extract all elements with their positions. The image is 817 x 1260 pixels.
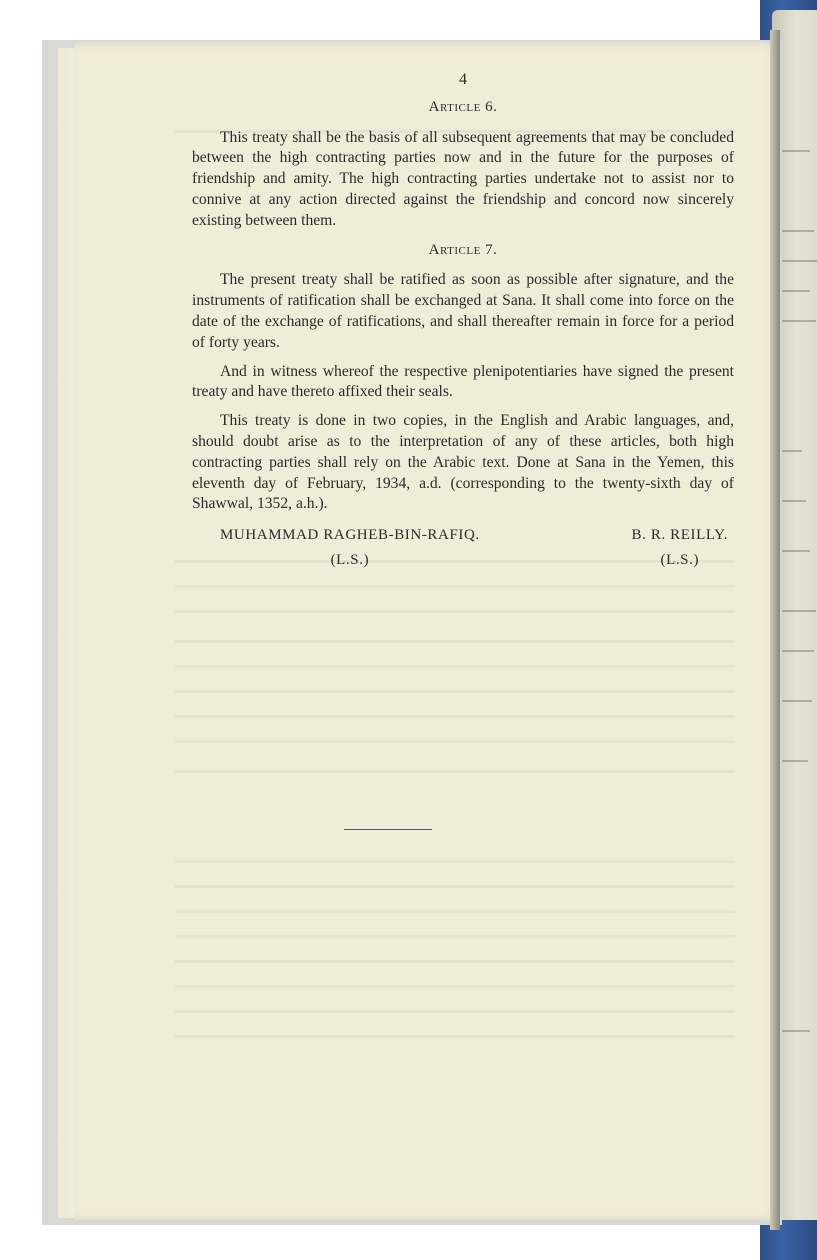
page-content [192,70,734,571]
closing-rule [344,829,432,830]
book-gutter [770,30,780,1230]
article-7-paragraph: The present treaty shall be ratified as soon as possible after signature, and the instruments of ratification shall be exchanged at Sana. It shall come into force on the date of the exchange of ratifications, and shall thereafter remain in force for a period of forty years. [192,271,734,351]
seal-mark: (L.S.) [330,551,370,568]
witness-paragraph: And in witness whereof the respective plenipotentiaries have signed the present treaty and have thereto affixed their seals. [192,362,734,401]
signatory-name: B. R. REILLY. [631,527,728,544]
signature-block [220,525,480,571]
article-6-heading: Article 6. [428,98,498,115]
page-number: 4 [459,71,467,88]
signature-block [632,525,728,571]
signatory-name: MUHAMMAD RAGHEB-BIN-RAFIQ. [220,527,480,544]
copies-paragraph: This treaty is done in two copies, in the English and Arabic languages, and, should doubt arise as to the interpretation of any of these articles, both high contracting parties shall rely on the Arabic text. Done at Sana in the Yemen, this eleventh day of February, 1934, a.d. (corresponding to the twenty-sixth day of Shawwal, 1352, a.h.). [192,412,734,513]
seal-mark: (L.S.) [660,551,700,568]
signatures [192,525,734,571]
article-7-heading: Article 7. [428,241,498,258]
article-6-text: This treaty shall be the basis of all subsequent agreements that may be concluded between the high contracting parties now and in the future for the purposes of friendship and amity. The high contracting parties undertake not to assist nor to connive at any action directed against the friendship and concord now sincerely existing between them. [192,128,734,229]
